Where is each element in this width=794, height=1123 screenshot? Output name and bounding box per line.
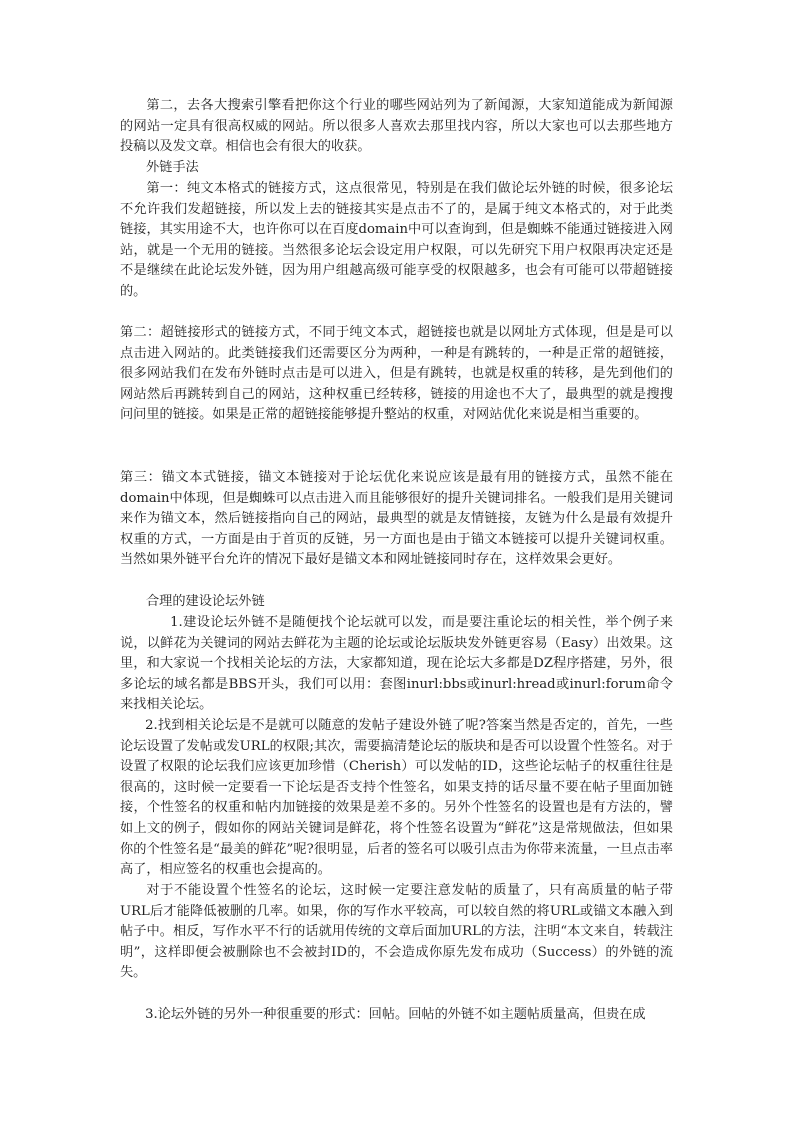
paragraph-plain-text-links: 第一：纯文本格式的链接方式，这点很常见，特别是在我们做论坛外链的时候，很多论坛不允许我们发超链接，所以发上去的链接其实是点击不了的，是属于纯文本格式的，对于此类链接，其实用途不大，也许你可以在百度domain中可以查询到，但是蜘蛛不能通过链接进入网站，就是一个无用的链接。当然很多论坛会设定用户权限，可以先研究下用户权限再决定还是不是继续在此论坛发外链，因为用户组越高级可能享受的权限越多，也会有可能可以带超链接的。 <box>120 181 673 299</box>
paragraph-point-1: 1.建设论坛外链不是随便找个论坛就可以发，而是要注重论坛的相关性，举个例子来说，以鲜花为关键词的网站去鲜花为主题的论坛或论坛版块发外链更容易（Easy）出效果。这里，和大家说一个找相关论坛的方法，大家都知道，现在论坛大多都是DZ程序搭建，另外，很多论坛的域名都是BBS开头，我们可以用：套图inurl:bbs或inurl:hread或inurl:forum命令来找相关论坛。 <box>120 615 673 713</box>
paragraph-news-source: 第二，去各大搜索引擎看把你这个行业的哪些网站列为了新闻源，大家知道能成为新闻源的网站一定具有很高权威的网站。所以很多人喜欢去那里找内容，所以大家也可以去那些地方投稿以及发文章。相信也会有很大的收获。 <box>120 98 673 155</box>
heading-forum-links: 合理的建设论坛外链 <box>146 594 265 609</box>
paragraph-anchor-text-links: 第三：锚文本式链接，锚文本链接对于论坛优化来说应该是最有用的链接方式，虽然不能在domain中体现，但是蜘蛛可以点击进入而且能够很好的提升关键词排名。一般我们是用关键词来作为锚文本，然后链接指向自己的网站，最典型的就是友情链接，友链为什么是最有效提升权重的方式，一方面是由于首页的反链，另一方面也是由于锚文本链接可以提升关键词权重。当然如果外链平台允许的情况下最好是锚文本和网址链接同时存在，这样效果会更好。 <box>120 470 673 568</box>
paragraph-point-2: 2.找到相关论坛是不是就可以随意的发帖子建设外链了呢?答案当然是否定的，首先，一些论坛设置了发帖或发URL的权限;其次，需要搞清楚论坛的版块和是否可以设置个性签名。对于设置了权限的论坛我们应该更加珍惜（Cherish）可以发帖的ID，这些论坛帖子的权重往往是很高的，这时候一定要看一下论坛是否支持个性签名，如果支持的话尽量不要在帖子里面加链接，个性签名的权重和帖内加链接的效果是差不多的。另外个性签名的设置也是有方法的，譬如上文的例子，假如你的网站关键词是鲜花，将个性签名设置为“鲜花”这是常规做法，但如果你的个性签名是“最美的鲜花”呢?很明显，后者的签名可以吸引点击为你带来流量，一旦点击率高了，相应签名的权重也会提高的。 <box>120 718 673 878</box>
paragraph-point-3: 3.论坛外链的另外一种很重要的形式：回帖。回帖的外链不如主题帖质量高，但贵在成 <box>145 1007 646 1022</box>
heading-link-methods: 外链手法 <box>146 160 199 175</box>
paragraph-hyperlinks: 第二：超链接形式的链接方式，不同于纯文本式，超链接也就是以网址方式体现，但是是可以点击进入网站的。此类链接我们还需要区分为两种，一种是有跳转的，一种是正常的超链接，很多网站我们在发布外链时点击是可以进入，但是有跳转，也就是权重的转移，是先到他们的网站然后再跳转到自己的网站，这种权重已经转移，链接的用途也不大了，最典型的就是搜搜问问里的链接。如果是正常的超链接能够提升整站的权重，对网站优化来说是相当重要的。 <box>120 325 673 423</box>
paragraph-no-signature: 对于不能设置个性签名的论坛，这时候一定要注意发帖的质量了，只有高质量的帖子带URL后才能降低被删的几率。如果，你的写作水平较高，可以较自然的将URL或锚文本融入到帖子中。相反，写作水平不行的话就用传统的文章后面加URL的方法，注明“本文来自，转载注明”，这样即便会被删除也不会被封ID的，不会造成你原先发布成功（Success）的外链的流失。 <box>120 883 673 981</box>
